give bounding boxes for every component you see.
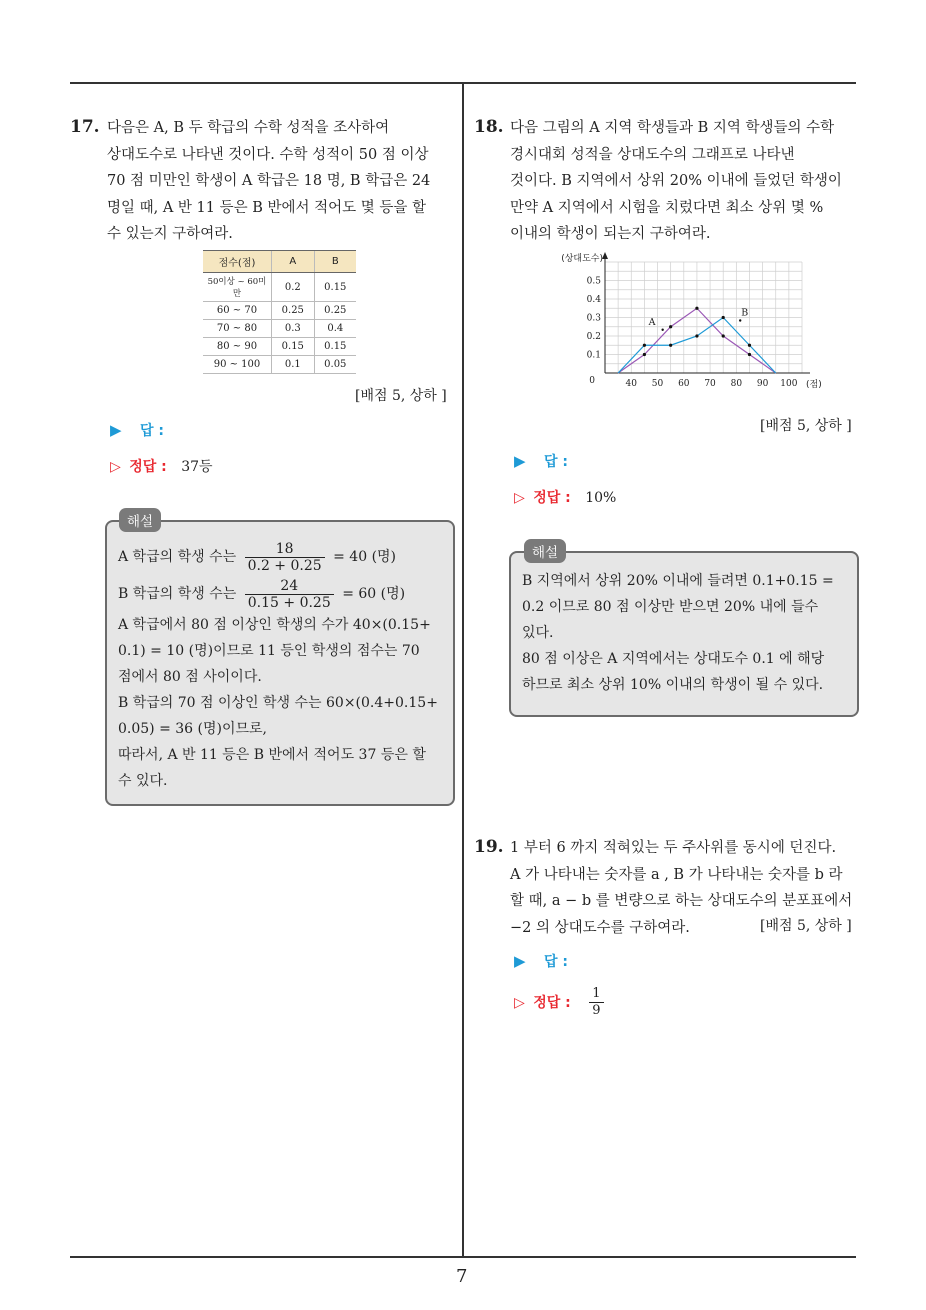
question-17-line: 상대도수로 나타낸 것이다. 수학 성적이 50 점 이상 [107,146,429,163]
explanation-line: 0.2 이므로 80 점 이상만 받으면 20% 내에 들수 [522,599,819,615]
series-label-dot [739,319,741,321]
question-18-explanation [522,568,834,698]
series-label-a: A [648,316,656,328]
answer-label: 답 : [544,954,568,970]
table-cell: 0.3 [272,320,315,338]
question-19-line: A 가 나타내는 숫자를 a , B 가 나타내는 숫자를 b 라 [510,866,843,883]
table-cell: 80 ~ 90 [203,338,272,356]
table-header: 점수(점) [203,251,272,273]
outline-triangle-icon: ▷ [110,459,121,475]
series-label-b: B [741,307,749,319]
explanation-line: 따라서, A 반 11 등은 B 반에서 적어도 37 등은 할 [118,747,426,763]
play-triangle-icon: ▶ [514,952,526,970]
play-triangle-icon: ▶ [110,421,122,439]
data-point [722,316,725,319]
x-tick-label: 80 [730,379,743,389]
outline-triangle-icon: ▷ [514,490,525,506]
x-axis-label: (점) [806,380,822,390]
explanation-line: 80 점 이상은 A 지역에서는 상대도수 0.1 에 해당 [522,651,825,667]
question-17-text [107,115,430,248]
question-19-number: 19. [474,837,504,857]
table-row [203,356,356,374]
table-row [203,273,356,302]
answer-label: 답 : [544,454,568,470]
fraction-numerator: 18 [245,541,325,558]
table-cell: 60 ~ 70 [203,302,272,320]
explanation-line: B 지역에서 상위 20% 이내에 들려면 0.1+0.15 = [522,573,834,589]
table-header: B [314,251,356,273]
table-cell: 0.05 [314,356,356,374]
question-18-text [510,115,842,248]
question-19-line: 할 때, a − b 를 변량으로 하는 상대도수의 분포표에서 [510,893,853,909]
fraction-denominator: 0.15 + 0.25 [247,594,331,611]
correct-label: 정답 : [129,459,167,475]
distribution-table [203,250,356,374]
explanation-line [118,576,438,612]
fraction [245,578,334,611]
x-tick-label: 70 [704,379,716,389]
explanation-tag: 해설 [524,539,566,563]
explanation-line: 있다. [522,625,554,641]
y-axis-label: (상대도수) [561,254,603,264]
table-cell: 0.25 [314,302,356,320]
question-17-line: 수 있는지 구하여라. [107,226,233,242]
question-19-line: −2 의 상대도수를 구하여라. [510,919,690,936]
explanation-line: A 학급에서 80 점 이상인 학생의 수가 40×(0.15+ [118,617,431,633]
table-cell: 0.15 [314,273,356,302]
data-point [722,334,725,337]
question-17-line: 다음은 A, B 두 학급의 수학 성적을 조사하여 [107,120,390,136]
data-point [695,334,698,337]
explanation-line: 0.05) = 36 (명)이므로, [118,721,267,737]
correct-label: 정답 : [533,490,571,506]
fraction-denominator: 9 [592,1003,601,1018]
table-cell: 0.1 [272,356,315,374]
fraction-numerator: 1 [589,986,603,1003]
y-tick-label: 0.1 [586,350,601,361]
page-number: 7 [456,1266,468,1287]
question-17-number: 17. [70,117,100,137]
question-19-correct [514,986,608,1019]
data-point [643,344,646,347]
fraction [589,986,603,1019]
correct-value: 10% [585,490,617,506]
relative-frequency-chart [540,250,830,395]
question-18-line: 경시대회 성적을 상대도수의 그래프로 나타낸 [510,146,795,163]
table-row [203,302,356,320]
fraction [245,541,325,574]
question-18-line: 것이다. B 지역에서 상위 20% 이내에 들었던 학생이 [510,173,842,189]
explanation-line [118,538,438,576]
explanation-tag: 해설 [119,508,161,532]
question-19-line: 1 부터 6 까지 적혀있는 두 주사위를 동시에 던진다. [510,840,837,856]
table-header: A [272,251,315,273]
bottom-rule [70,1256,856,1258]
explanation-line: 수 있다. [118,773,168,789]
table-row [203,320,356,338]
question-17-score: [배점 5, 상하 ] [355,388,447,404]
fraction-numerator: 24 [245,578,334,595]
table-cell: 70 ~ 80 [203,320,272,338]
explanation-line: B 학급의 70 점 이상인 학생 수는 60×(0.4+0.15+ [118,695,438,711]
explanation-line: 하므로 최소 상위 10% 이내의 학생이 될 수 있다. [522,677,824,693]
question-18-line: 만약 A 지역에서 시험을 치렀다면 최소 상위 몇 % [510,199,824,216]
data-point [643,353,646,356]
data-point [695,307,698,310]
question-18-score: [배점 5, 상하 ] [760,418,852,434]
correct-label: 정답 : [533,994,571,1011]
table-header-row [203,251,356,273]
x-tick-label: 90 [756,379,769,389]
x-tick-label: 50 [651,379,664,389]
question-18-number: 18. [474,117,504,137]
question-19-score: [배점 5, 상하 ] [760,918,852,934]
question-18-line: 다음 그림의 A 지역 학생들과 B 지역 학생들의 수학 [510,120,835,136]
explanation-line: 점에서 80 점 사이이다. [118,669,262,685]
table-row [203,338,356,356]
question-17-explanation [118,538,438,794]
y-tick-label: 0.3 [586,313,601,324]
question-19-answer [514,951,568,971]
table-cell: 0.15 [314,338,356,356]
correct-value: 37등 [181,459,213,475]
fraction-denominator: 0.2 + 0.25 [247,557,322,574]
origin-label: 0 [589,376,595,386]
y-tick-label: 0.4 [586,295,601,305]
table-cell: 50이상 ~ 60미만 [203,273,272,302]
y-tick-label: 0.2 [586,332,601,342]
table-cell: 0.25 [272,302,315,320]
data-point [748,353,751,356]
table-cell: 0.15 [272,338,315,356]
question-18-answer [514,451,568,471]
series-label-dot [661,329,663,331]
answer-label: 답 : [140,423,164,439]
table-cell: 0.2 [272,273,315,302]
table-cell: 0.4 [314,320,356,338]
explanation-text: = 60 (명) [342,586,406,602]
question-18-line: 이내의 학생이 되는지 구하여라. [510,226,711,242]
explanation-text: = 40 (명) [333,549,397,565]
question-17-answer [110,420,164,440]
question-17-correct [110,456,213,476]
data-point [669,325,672,328]
outline-triangle-icon: ▷ [514,994,525,1011]
x-tick-label: 100 [780,379,798,389]
question-17-line: 명일 때, A 반 11 등은 B 반에서 적어도 몇 등을 할 [107,199,426,216]
explanation-text: A 학급의 학생 수는 [118,549,237,565]
play-triangle-icon: ▶ [514,452,526,470]
data-point [669,344,672,347]
y-tick-label: 0.5 [586,276,601,287]
table-cell: 90 ~ 100 [203,356,272,374]
question-17-line: 70 점 미만인 학생이 A 학급은 18 명, B 학급은 24 [107,173,431,189]
data-point [748,344,751,347]
x-tick-label: 40 [625,379,637,389]
explanation-text: B 학급의 학생 수는 [118,586,237,602]
question-18-correct [514,487,616,507]
explanation-line: 0.1) = 10 (명)이므로 11 등인 학생의 점수는 70 [118,643,420,659]
x-tick-label: 60 [678,379,690,389]
column-divider [462,82,464,1257]
